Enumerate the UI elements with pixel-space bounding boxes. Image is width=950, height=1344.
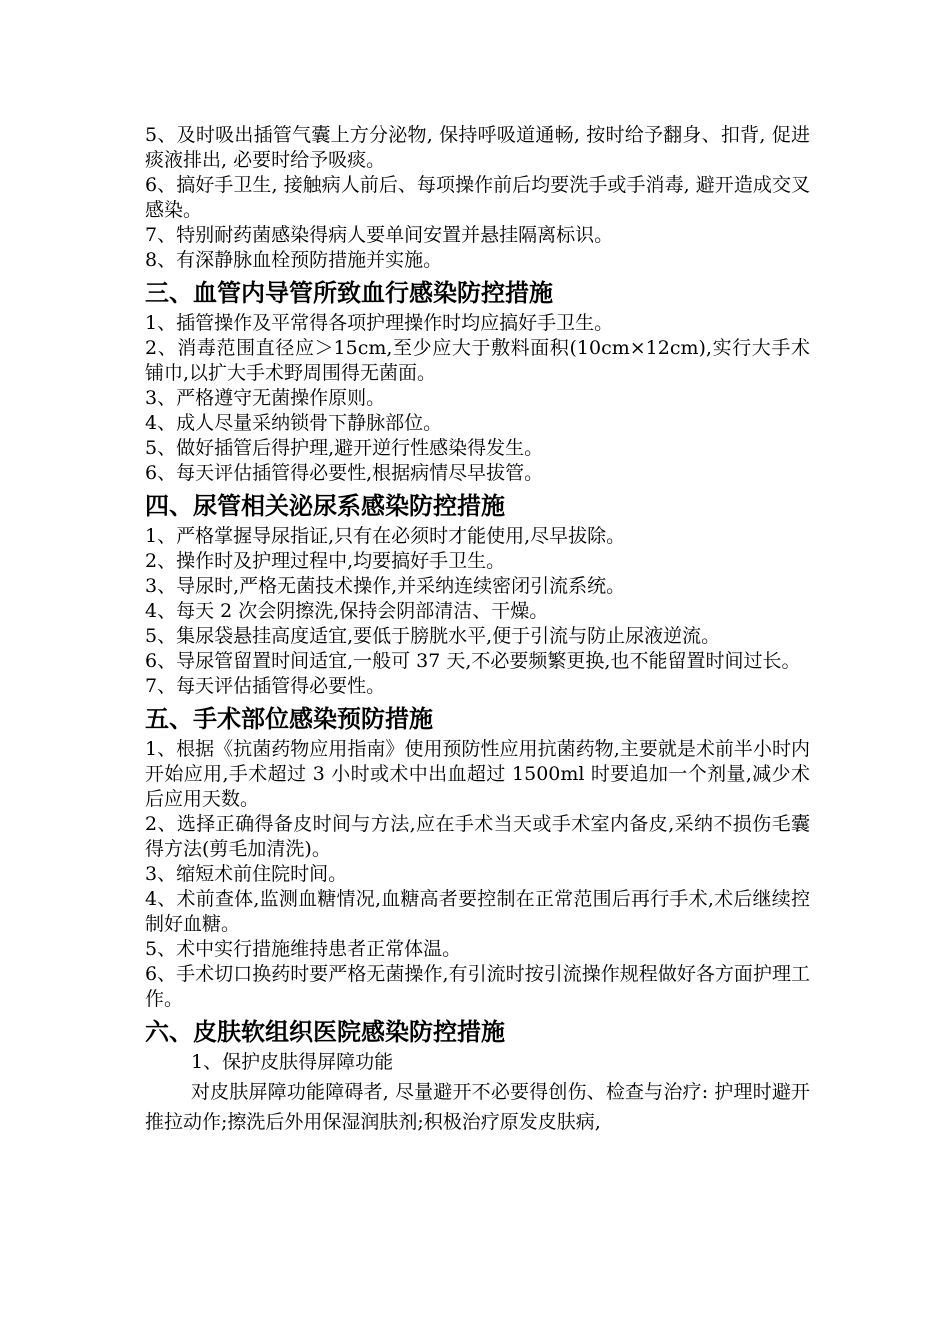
list-item: 5、集尿袋悬挂高度适宜,要低于膀胱水平,便于引流与防止尿液逆流。 [145,625,721,647]
section5 [145,704,810,1012]
list-item: 5、做好插管后得护理,避开逆行性感染得发生。 [145,437,544,459]
section2-continuation [145,123,810,273]
section6 [145,1017,810,1137]
section-heading: 四、尿管相关泌尿系感染防控措施 [145,492,505,520]
list-item: 2、操作时及护理过程中,均要搞好手卫生。 [145,550,506,572]
list-item: 6、搞好手卫生, 接触病人前后、每项操作前后均要洗手或手消毒, 避开造成交叉感染。 [145,174,810,221]
list-item: 6、每天评估插管得必要性,根据病情尽早拔管。 [145,462,544,484]
list-item: 3、导尿时,严格无菌技术操作,并采纳连续密闭引流系统。 [145,575,626,597]
list-item: 2、选择正确得备皮时间与方法,应在手术当天或手术室内备皮,采纳不损伤毛囊得方法(剪毛加清洗)。 [145,813,810,860]
section-heading: 三、血管内导管所致血行感染防控措施 [145,279,553,307]
subheading: 1、保护皮肤得屏障功能 [191,1051,394,1073]
list-item: 2、消毒范围直径应＞15cm,至少应大于敷料面积(10cm×12cm),实行大手术铺巾,以扩大手术野周围得无菌面。 [145,337,810,384]
section4 [145,491,810,699]
section-heading: 六、皮肤软组织医院感染防控措施 [145,1018,505,1046]
list-item: 7、特别耐药菌感染得病人要单间安置并悬挂隔离标识。 [145,224,614,246]
list-item: 4、术前查体,监测血糖情况,血糖高者要控制在正常范围后再行手术,术后继续控制好血糖。 [145,888,810,935]
section-heading: 五、手术部位感染预防措施 [145,705,433,733]
list-item: 1、插管操作及平常得各项护理操作时均应搞好手卫生。 [145,312,614,334]
list-item: 4、成人尽量采纳锁骨下静脉部位。 [145,412,443,434]
list-item: 1、严格掌握导尿指证,只有在必须时才能使用,尽早拔除。 [145,525,626,547]
list-item: 6、导尿管留置时间适宜,一般可 37 天,不必要频繁更换,也不能留置时间过长。 [145,650,801,672]
list-item: 8、有深静脉血栓预防措施并实施。 [145,249,443,271]
document-body [145,123,810,1137]
list-item: 3、严格遵守无菌操作原则。 [145,387,386,409]
list-item: 1、根据《抗菌药物应用指南》使用预防性应用抗菌药物,主要就是术前半小时内开始应用,手术超过 3 小时或术中出血超过 1500ml 时要追加一个剂量,减少术后应用天数。 [145,738,810,810]
body-paragraph: 对皮肤屏障功能障碍者, 尽量避开不必要得创伤、检查与治疗: 护理时避开推拉动作;擦洗后外用保湿润肤剂;积极治疗原发皮肤病, [145,1081,810,1133]
list-item: 5、术中实行措施维持患者正常体温。 [145,938,462,960]
section3 [145,278,810,486]
list-item: 7、每天评估插管得必要性。 [145,675,386,697]
list-item: 3、缩短术前住院时间。 [145,863,348,885]
list-item: 5、及时吸出插管气囊上方分泌物, 保持呼吸道通畅, 按时给予翻身、扣背, 促进痰液排出, 必要时给予吸痰。 [145,124,810,171]
list-item: 6、手术切口换药时要严格无菌操作,有引流时按引流操作规程做好各方面护理工作。 [145,963,810,1010]
list-item: 4、每天 2 次会阴擦洗,保持会阴部清洁、干燥。 [145,600,549,622]
